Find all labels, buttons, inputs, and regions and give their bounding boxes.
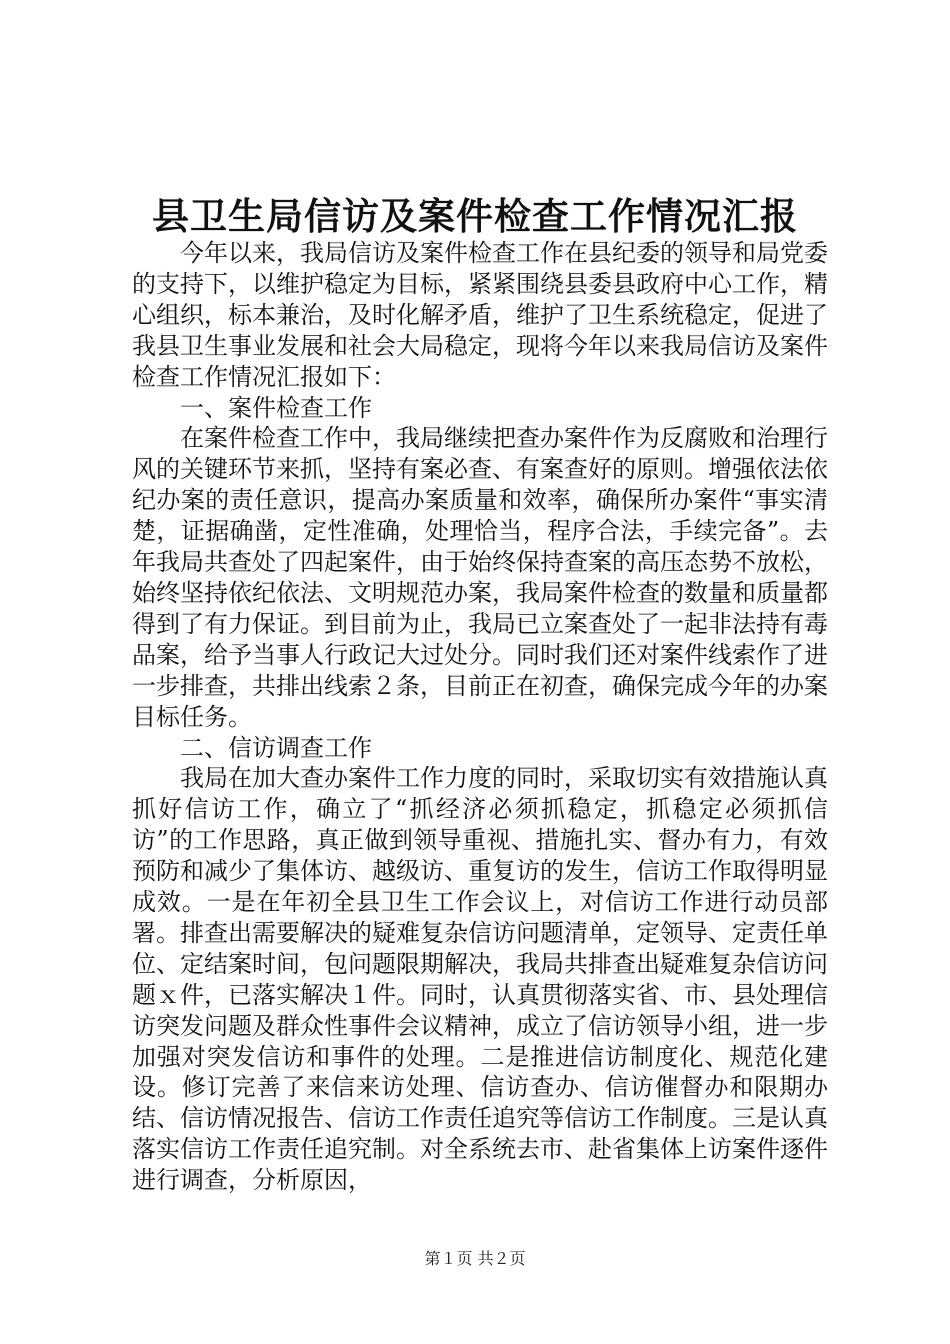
section-heading-petition-investigation: 二、信访调查工作 — [180, 733, 372, 762]
paragraph-case-inspection: 在案件检查工作中，我局继续把查办案件作为反腐败和治理行风的关键环节来抓，坚持有案必查、有案查好的原则。增强依法依纪办案的责任意识，提高办案质量和效率，确保所办案件“事实清楚，证据确凿，定性准确，处理恰当，程序合法，手续完备”。去年我局共查处了四起案件，由于始终保持查案的高压态势不放松，始终坚持依纪依法、文明规范办案，我局案件检查的数量和质量都得到了有力保证。到目前为止，我局已立案查处了一起非法持有毒品案，给予当事人行政记大过处分。同时我们还对案件线索作了进一步排查，共排出线索２条，目前正在初查，确保完成今年的办案目标任务。 — [132, 424, 828, 731]
page-footer: 第１页 共２页 — [424, 1249, 526, 1268]
section-heading-case-inspection: 一、案件检查工作 — [180, 393, 372, 422]
paragraph-petition-investigation: 我局在加大查办案件工作力度的同时，采取切实有效措施认真抓好信访工作，确立了“抓经济必须抓稳定，抓稳定必须抓信访”的工作思路，真正做到领导重视、措施扎实、督办有力，有效预防和减少了集体访、越级访、重复访的发生，信访工作取得明显成效。一是在年初全县卫生工作会议上，对信访工作进行动员部署。排查出需要解决的疑难复杂信访问题清单，定领导、定责任单位、定结案时间，包问题限期解决，我局共排查出疑难复杂信访问题ｘ件，已落实解决１件。同时，认真贯彻落实省、市、县处理信访突发问题及群众性事件会议精神，成立了信访领导小组，进一步加强对突发信访和事件的处理。二是推进信访制度化、规范化建设。修订完善了来信来访处理、信访查办、信访催督办和限期办结、信访情况报告、信访工作责任追究等信访工作制度。三是认真落实信访工作责任追究制。对全系统去市、赴省集体上访案件逐件进行调查，分析原因， — [132, 764, 828, 1195]
paragraph-intro: 今年以来，我局信访及案件检查工作在县纪委的领导和局党委的支持下，以维护稳定为目标，紧紧围绕县委县政府中心工作，精心组织，标本兼治，及时化解矛盾，维护了卫生系统稳定，促进了我县卫生事业发展和社会大局稳定，现将今年以来我局信访及案件检查工作情况汇报如下： — [132, 239, 828, 391]
document-body — [132, 238, 828, 1196]
page-title: 县卫生局信访及案件检查工作情况汇报 — [152, 194, 798, 238]
